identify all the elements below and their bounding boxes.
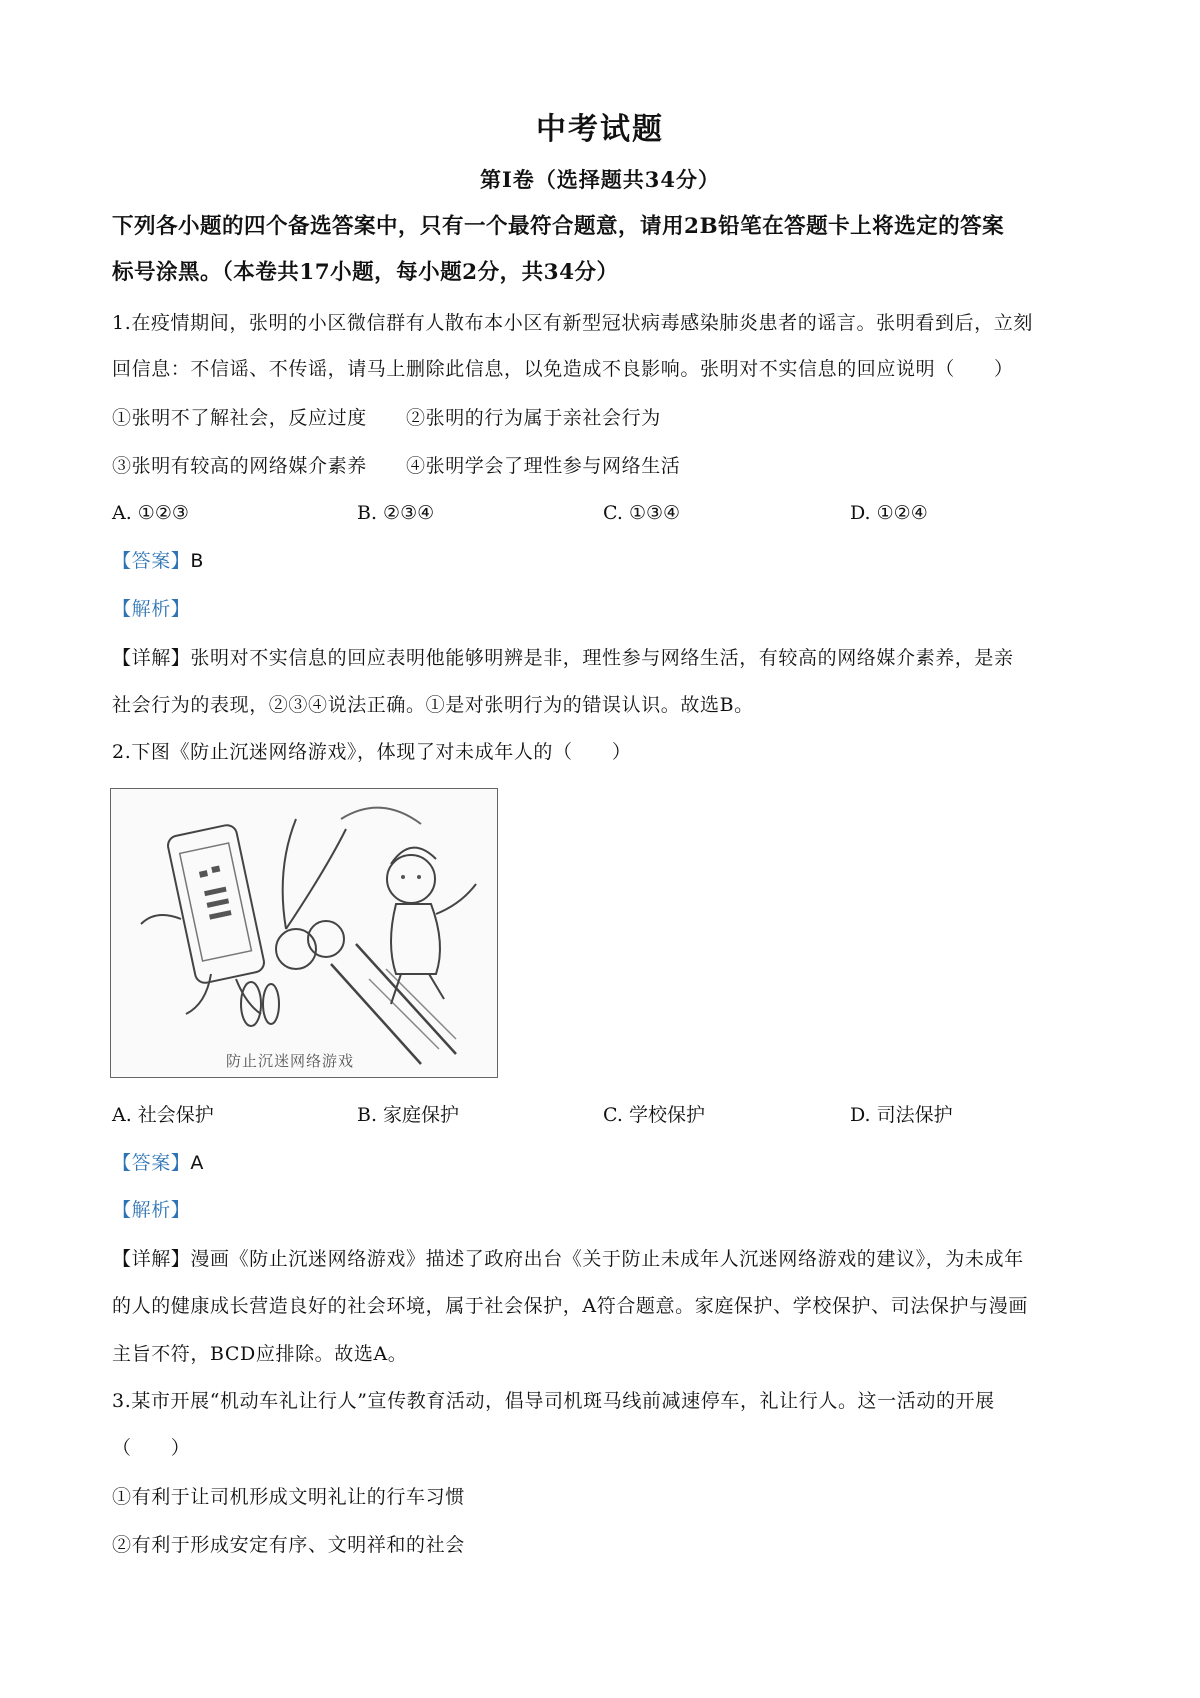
q2-option-d: D. 司法保护 [850, 1104, 953, 1126]
cartoon-drawing [111, 789, 496, 1076]
q1-option-d: D. ①②④ [850, 502, 928, 524]
q1-option-b: B. ②③④ [357, 502, 435, 524]
q1-answer-row [112, 548, 1092, 574]
q2-analysis-label: 【解析】 [112, 1199, 191, 1221]
q3-statement-line-1: ①有利于让司机形成文明礼让的行车习惯 [112, 1486, 465, 1508]
q1-detail-line-2: 社会行为的表现，②③④说法正确。①是对张明行为的错误认识。故选B。 [112, 694, 754, 716]
q2-answer-label: 【答案】 [112, 1152, 191, 1174]
q1-statement-line-2: ③张明有较高的网络媒介素养 ④张明学会了理性参与网络生活 [112, 455, 681, 477]
q1-option-a: A. ①②③ [112, 502, 189, 524]
q1-detail-line-1: 【详解】张明对不实信息的回应表明他能够明辨是非，理性参与网络生活，有较高的网络媒介素养，是亲 [112, 647, 1014, 669]
q2-answer-value: A [190, 1152, 205, 1174]
q1-stem-line-2: 回信息：不信谣、不传谣，请马上删除此信息，以免造成不良影响。张明对不实信息的回应说明（ ） [112, 358, 1014, 380]
q1-stem-line-1: 1.在疫情期间，张明的小区微信群有人散布本小区有新型冠状病毒感染肺炎患者的谣言。张明看到后，立刻 [112, 312, 1033, 334]
cartoon-caption: 防止沉迷网络游戏 [226, 1052, 355, 1070]
q2-detail-line-1: 【详解】漫画《防止沉迷网络游戏》描述了政府出台《关于防止未成年人沉迷网络游戏的建议》，为未成年 [112, 1248, 1024, 1270]
cartoon-image [110, 788, 498, 1078]
q2-stem: 2.下图《防止沉迷网络游戏》，体现了对未成年人的（ ） [112, 741, 632, 763]
instructions-line-2: 标号涂黑。（本卷共17小题，每小题2分，共34分） [112, 260, 619, 285]
q1-statement-line-1: ①张明不了解社会，反应过度 ②张明的行为属于亲社会行为 [112, 407, 661, 429]
instructions-line-1: 下列各小题的四个备选答案中，只有一个最符合题意，请用2B铅笔在答题卡上将选定的答案 [112, 214, 1005, 239]
q2-option-b: B. 家庭保护 [357, 1104, 460, 1126]
section-subtitle: 第I卷（选择题共34分） [479, 167, 721, 192]
q2-option-c: C. 学校保护 [603, 1104, 705, 1126]
q2-answer-row [112, 1150, 1092, 1176]
q3-stem-line-1: 3.某市开展“机动车礼让行人”宣传教育活动，倡导司机斑马线前减速停车，礼让行人。这一活动的开展 [112, 1390, 995, 1412]
q1-answer-value: B [190, 550, 205, 572]
q1-option-c: C. ①③④ [603, 502, 681, 524]
q2-detail-line-3: 主旨不符，BCD应排除。故选A。 [112, 1343, 408, 1365]
q3-statement-line-2: ②有利于形成安定有序、文明祥和的社会 [112, 1534, 465, 1556]
q1-answer-label: 【答案】 [112, 550, 191, 572]
q1-analysis-label: 【解析】 [112, 598, 191, 620]
q2-option-a: A. 社会保护 [112, 1104, 214, 1126]
page-title: 中考试题 [536, 112, 664, 147]
q3-stem-line-2: （ ） [112, 1437, 191, 1459]
q2-detail-line-2: 的人的健康成长营造良好的社会环境，属于社会保护，A符合题意。家庭保护、学校保护、司法保护与漫画 [112, 1295, 1028, 1317]
